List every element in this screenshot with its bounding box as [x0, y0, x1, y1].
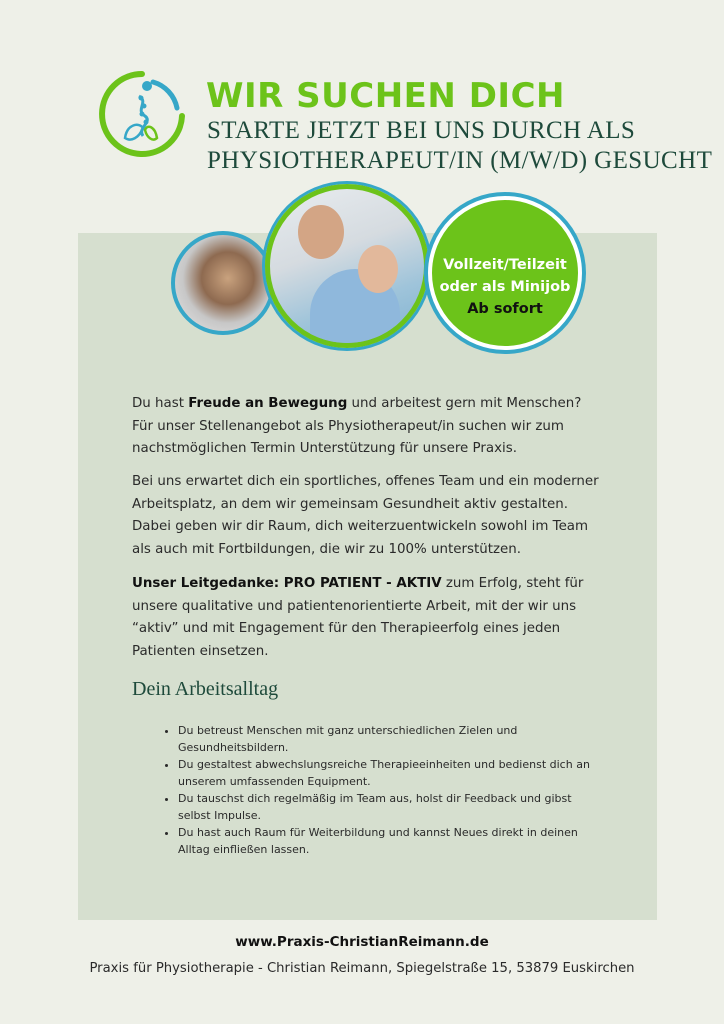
patient-head [358, 245, 398, 293]
page-title: WIR SUCHEN DICH [206, 76, 565, 116]
list-item: • Du hast auch Raum für Weiterbildung und kannst Neues direkt in deinen Alltag einfließen lassen. [178, 824, 598, 858]
list-item: • Du gestaltest abwechslungsreiche Therapieeinheiten und bedienst dich an unserem umfassenden Equipment. [178, 756, 598, 790]
badge-line-2: oder als Minijob [439, 279, 571, 295]
list-item: • Du betreust Menschen mit ganz unterschiedlichen Zielen und Gesundheitsbildern. [178, 722, 598, 756]
badge-line-1: Vollzeit/Teilzeit [443, 257, 567, 273]
subtitle-line-1: STARTE JETZT BEI UNS DURCH ALS [207, 117, 636, 144]
logo-spine-leaf-icon [97, 68, 187, 162]
list-item: • Du tauschst dich regelmäßig im Team aus, holst dir Feedback und gibst selbst Impulse. [178, 790, 598, 824]
photo-therapist-image [265, 184, 429, 348]
motto-text: zum Erfolg, steht für unsere qualitative und patientenorientierte Arbeit, mit der wir uns “aktiv” und mit Engagement für den Therapieerfolg eines jeden Patienten einsetzen. [132, 576, 584, 659]
photo-hands-image [171, 231, 275, 335]
intro-paragraph-1 [132, 393, 602, 461]
section-title: Dein Arbeitsalltag [132, 678, 279, 700]
badge-type [432, 254, 578, 298]
intro-paragraph-2: Bei uns erwartet dich ein sportliches, offenes Team und ein moderner Arbeitsplatz, an dem wir gemeinsam Gesundheit aktiv gestalten. Dabei geben wir dir Raum, dich weiterzuentwickeln sowohl im Team als auch mit Fortbildungen, die wir zu 100% unterstützen. [132, 474, 599, 557]
website-link[interactable]: www.Praxis-ChristianReimann.de [235, 934, 489, 950]
practice-address: Praxis für Physiotherapie - Christian Reimann, Spiegelstraße 15, 53879 Euskirchen [89, 961, 635, 976]
page-subtitle [207, 116, 712, 176]
badge-start: Ab sofort [467, 301, 543, 317]
motto-highlight: Unser Leitgedanke: PRO PATIENT - AKTIV [132, 576, 442, 591]
task-list [158, 722, 598, 858]
employment-badge [428, 196, 582, 350]
intro-text: Du hast [132, 396, 189, 411]
intro-highlight: Freude an Bewegung [188, 396, 348, 411]
subtitle-line-2: PHYSIOTHERAPEUT/IN (M/W/D) GESUCHT [207, 147, 713, 174]
therapist-head [298, 205, 344, 259]
intro-paragraph-3 [132, 573, 602, 663]
intro-text: und arbeitest gern mit Menschen? Für unser Stellenangebot als Physiotherapeut/in suchen wir zum nachstmöglichen Termin Unterstützung für unsere Praxis. [132, 396, 582, 457]
